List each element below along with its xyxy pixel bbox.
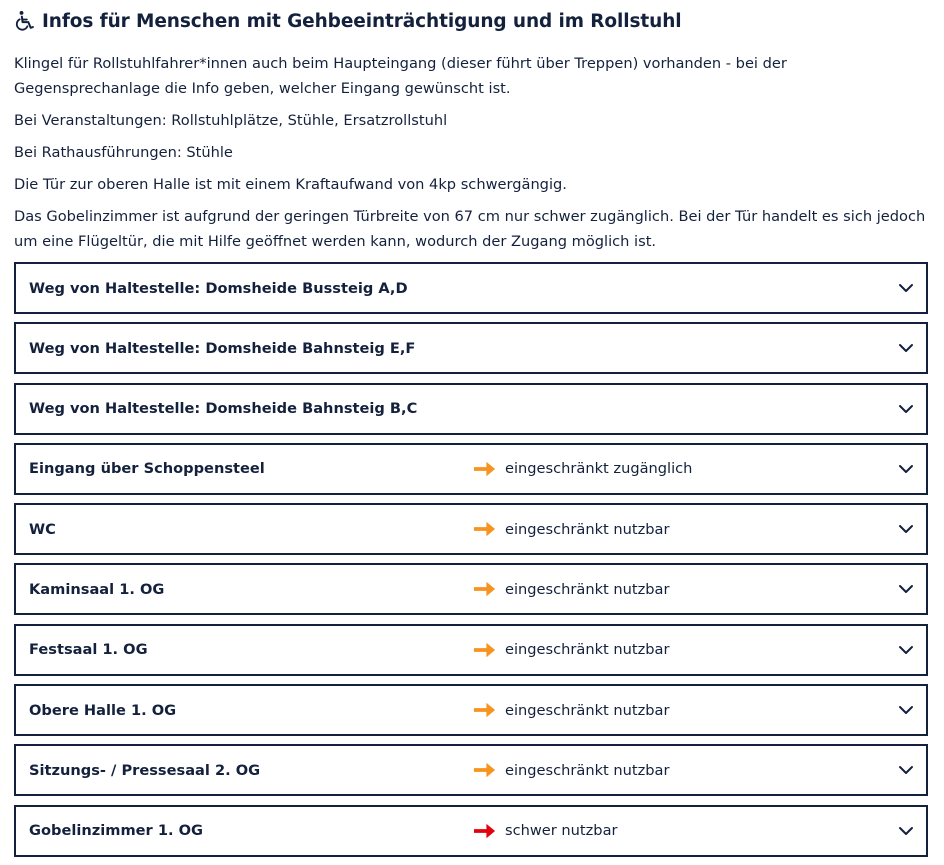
arrow-right-icon: [473, 520, 496, 538]
accordion-item[interactable]: [14, 744, 928, 796]
status-text: eingeschränkt zugänglich: [505, 460, 693, 478]
section-heading: [14, 0, 928, 42]
chevron-down-icon[interactable]: [898, 280, 914, 296]
accordion-item-title: WC: [29, 520, 56, 538]
chevron-down-icon[interactable]: [898, 340, 914, 356]
status-text: eingeschränkt nutzbar: [505, 520, 670, 538]
info-paragraph: Die Tür zur oberen Halle ist mit einem Kraftaufwand von 4kp schwergängig.: [14, 176, 567, 193]
wheelchair-icon: [14, 10, 36, 32]
accordion-item[interactable]: [14, 684, 928, 736]
accordion-item-title: Gobelinzimmer 1. OG: [29, 822, 203, 840]
arrow-right-icon: [473, 701, 496, 719]
chevron-down-icon[interactable]: [898, 823, 914, 839]
accordion-item[interactable]: [14, 503, 928, 555]
status-text: eingeschränkt nutzbar: [505, 641, 670, 659]
status-text: eingeschränkt nutzbar: [505, 761, 670, 779]
status-indicator: [473, 460, 692, 478]
info-paragraph: Das Gobelinzimmer ist aufgrund der geringen Türbreite von 67 cm nur schwer zugänglich. Bei der Tür handelt es sich jedoch um eine Flügeltür, die mit Hilfe geöffnet werden kann, wodurch der Zugang möglich ist.: [14, 208, 926, 250]
accordion-list: [14, 262, 928, 865]
accordion-item-title: Kaminsaal 1. OG: [29, 580, 165, 598]
status-indicator: [473, 761, 670, 779]
accordion-item[interactable]: [14, 383, 928, 435]
info-paragraph: Klingel für Rollstuhlfahrer*innen auch beim Haupteingang (dieser führt über Treppen) vorhanden - bei der Gegensprechanlage die Info geben, welcher Eingang gewünscht ist.: [14, 55, 787, 97]
accordion-item[interactable]: [14, 624, 928, 676]
info-paragraph: Bei Rathausführungen: Stühle: [14, 144, 233, 161]
status-indicator: [473, 822, 618, 840]
accordion-item[interactable]: [14, 322, 928, 374]
accordion-item-title: Weg von Haltestelle: Domsheide Bahnsteig B,C: [29, 400, 418, 418]
accessibility-info-section: [14, 0, 928, 250]
page-title: Infos für Menschen mit Gehbeeinträchtigung und im Rollstuhl: [42, 10, 682, 32]
status-indicator: [473, 520, 670, 538]
arrow-right-icon: [473, 761, 496, 779]
accordion-item-title: Obere Halle 1. OG: [29, 701, 177, 719]
status-indicator: [473, 641, 670, 659]
accordion-item-title: Eingang über Schoppensteel: [29, 460, 265, 478]
status-text: eingeschränkt nutzbar: [505, 580, 670, 598]
chevron-down-icon[interactable]: [898, 521, 914, 537]
accordion-item-title: Festsaal 1. OG: [29, 641, 148, 659]
status-text: schwer nutzbar: [505, 822, 618, 840]
accordion-item-title: Weg von Haltestelle: Domsheide Bussteig A,D: [29, 279, 408, 297]
info-paragraph: Bei Veranstaltungen: Rollstuhlplätze, Stühle, Ersatzrollstuhl: [14, 112, 448, 129]
accordion-item[interactable]: [14, 262, 928, 314]
accordion-item-title: Weg von Haltestelle: Domsheide Bahnsteig E,F: [29, 339, 416, 357]
accordion-item[interactable]: [14, 443, 928, 495]
arrow-right-icon: [473, 641, 496, 659]
status-text: eingeschränkt nutzbar: [505, 701, 670, 719]
chevron-down-icon[interactable]: [898, 581, 914, 597]
status-indicator: [473, 701, 670, 719]
chevron-down-icon[interactable]: [898, 401, 914, 417]
arrow-right-icon: [473, 822, 496, 840]
status-indicator: [473, 580, 670, 598]
chevron-down-icon[interactable]: [898, 762, 914, 778]
arrow-right-icon: [473, 580, 496, 598]
accordion-item[interactable]: [14, 563, 928, 615]
arrow-right-icon: [473, 460, 496, 478]
chevron-down-icon[interactable]: [898, 642, 914, 658]
chevron-down-icon[interactable]: [898, 461, 914, 477]
accordion-item[interactable]: [14, 805, 928, 857]
chevron-down-icon[interactable]: [898, 702, 914, 718]
accordion-item-title: Sitzungs- / Pressesaal 2. OG: [29, 761, 261, 779]
